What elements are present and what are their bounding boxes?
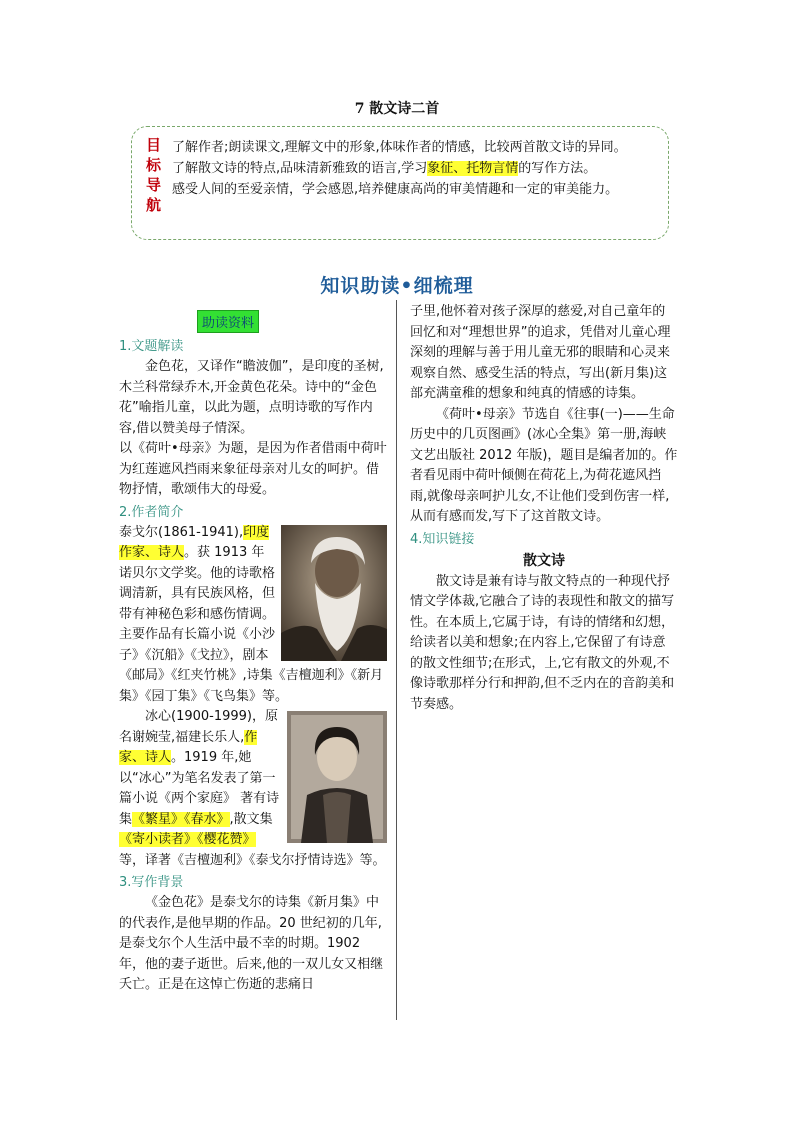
goal-highlight: 象征、托物言情 <box>427 161 519 176</box>
tagore-bio-text: 。获 1913 年诺贝尔文学奖。他的诗歌格调清新，具有民族风格，但带有神秘色彩和感伤情调。主要作品有长篇小说《小沙子》《沉船》《戈拉》，剧本《邮局》《红夹竹桃》,诗集《吉檀迦利》《新月集》《园丁集》《飞鸟集》等。 <box>119 545 384 704</box>
bingxin-bio-text: 。1919 年,她以“冰心”为笔名发表了第一篇小说《两个家庭》 著有诗集 <box>119 750 280 827</box>
subsection-title: 3.写作背景 <box>119 875 184 890</box>
goal-item: 感受人间的至爱亲情，学会感恩,培养健康高尚的审美情趣和一定的审美能力。 <box>172 182 619 197</box>
background-paragraph: 《金色花》是泰戈尔的诗集《新月集》中的代表作,是他早期的作品。20 世纪初的几年,是泰戈尔个人生活中最不幸的时期。1902 年，他的妻子逝世。后来,他的一双儿女又相继夭亡。正是在这悼亡伤逝的悲痛日 <box>119 895 384 992</box>
bingxin-bio-text: 等，译著《吉檀迦利》《泰戈尔抒情诗选》等。 <box>119 852 386 868</box>
tagore-identity-highlight: 印度作家、诗人 <box>119 524 270 560</box>
goal-item <box>172 158 662 179</box>
tagore-bio-text: 泰戈尔(1861-1941), <box>119 524 244 540</box>
left-column <box>119 310 387 996</box>
goals-label-char: 目 <box>146 136 162 154</box>
bingxin-poetry-highlight: 《繁星》《春水》 <box>132 811 230 827</box>
reading-materials-badge: 助读资料 <box>197 310 259 333</box>
bingxin-identity-highlight: 作家、诗人 <box>119 729 258 765</box>
title-interpretation-paragraph: 以《荷叶•母亲》为题，是因为作者借雨中荷叶为红莲遮风挡雨来象征母亲对儿女的呵护。借物抒情，歌颂伟大的母爱。 <box>119 441 387 497</box>
tagore-portrait <box>281 525 387 661</box>
goal-item: 了解作者;朗读课文,理解文中的形象,体味作者的情感，比较两首散文诗的异同。 <box>172 140 627 155</box>
learning-goals-box <box>131 126 669 240</box>
knowledge-link-heading: 散文诗 <box>523 552 565 569</box>
subsection-title: 4.知识链接 <box>410 531 475 547</box>
excerpt-source-paragraph: 《荷叶•母亲》节选自《往事(一)——生命历史中的几页图画》(冰心全集》第一册,海峡文艺出版社 2012 年版)，题目是编者加的。作者看见雨中荷叶倾侧在荷花上,为荷花遮风挡雨,就像母亲呵护儿女,不让他们受到伤害一样,从而有感而发,写下了这首散文诗。 <box>410 406 678 524</box>
section-heading: 知识助读•细梳理 <box>320 275 474 297</box>
goals-label-char: 航 <box>146 196 162 214</box>
goal-text: 了解散文诗的特点,品味清新雅致的语言,学习 <box>172 161 428 176</box>
bingxin-bio-text: 冰心(1900-1999)，原名谢婉莹,福建长乐人, <box>119 709 279 745</box>
goals-label-char: 导 <box>146 176 162 194</box>
column-divider <box>396 300 397 1020</box>
bingxin-prose-highlight: 《寄小读者》《樱花赞》 <box>119 832 256 847</box>
subsection-title: 1.文题解读 <box>119 339 184 354</box>
goals-label-char: 标 <box>146 156 162 174</box>
subsection-title: 2.作者简介 <box>119 504 184 520</box>
background-paragraph-continued: 子里,他怀着对孩子深厚的慈爱,对自己童年的回忆和对“理想世界”的追求，凭借对儿童心理深刻的理解与善于用儿童无邪的眼睛和心灵来观察自然、感受生活的特点，写出(新月集)这部充满童稚的想象和纯真的情感的诗集。 <box>410 304 671 401</box>
right-column <box>410 302 678 715</box>
prose-poem-definition: 散文诗是兼有诗与散文特点的一种现代抒情文学体裁,它融合了诗的表现性和散文的描写性。在本质上,它属于诗，有诗的情绪和幻想，给读者以美和想象;在内容上,它保留了有诗意的散文性细节;在形式，上,它有散文的外观,不像诗歌那样分行和押韵,但不乏内在的音韵美和节奏感。 <box>410 573 675 712</box>
title-interpretation-paragraph: 金色花，又译作“瞻波伽”，是印度的圣树,木兰科常绿乔木,开金黄色花朵。诗中的“金色花”喻指儿童，以此为题，点明诗歌的写作内容,借以赞美母子情深。 <box>119 359 384 436</box>
page-title: 7 散文诗二首 <box>354 101 440 117</box>
bingxin-portrait <box>287 711 387 843</box>
goals-label <box>146 135 164 215</box>
bingxin-bio-text: ,散文集 <box>229 811 273 827</box>
goals-list <box>172 137 662 200</box>
goal-text: 的写作方法。 <box>518 161 597 176</box>
